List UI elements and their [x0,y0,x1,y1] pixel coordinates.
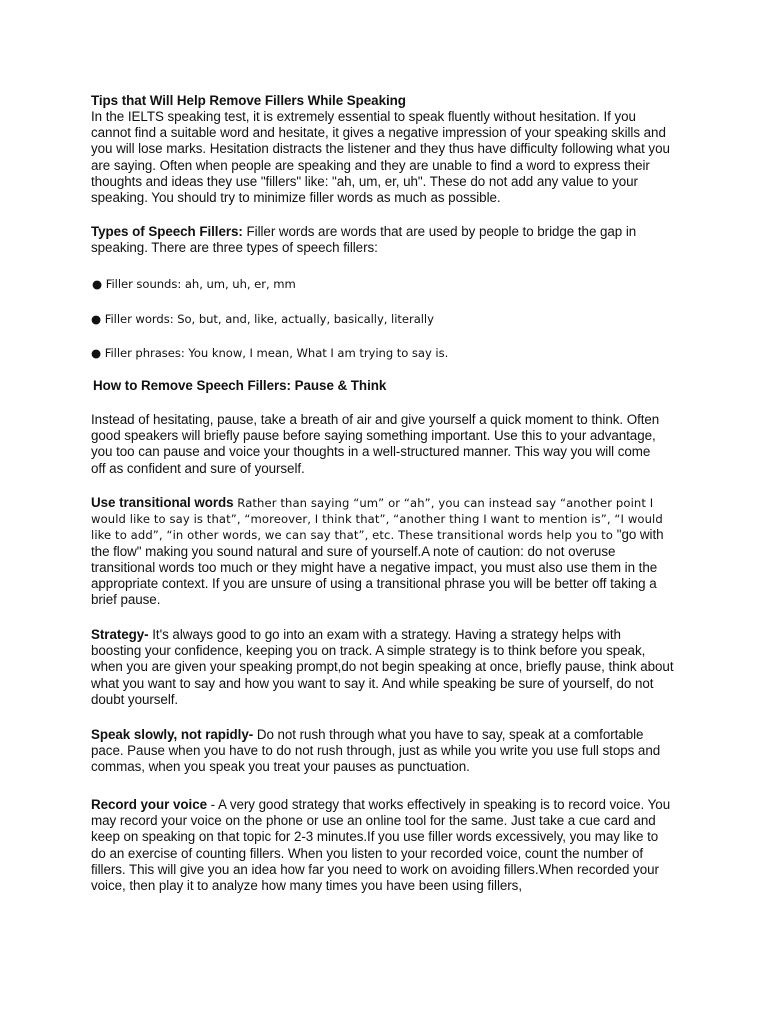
strategy-heading: Strategy- [91,627,149,642]
transitional-text: "go with the flow" making you sound natural and sure of yourself.A note of caution: do not overuse transitional words too much or they might have a negative impact, you must also use them in the appropriate context. If you are unsure of using a transitional phrase you will be better off taking a brief pause. [91,527,664,608]
record-paragraph [91,797,673,894]
transitional-examples: Rather than saying “um” or “ah”, you can instead say “another point I would like to say is that”, “moreover, I think that”, “another thing I want to mention is”, “I would like to add”, “in other words, we can say that”, etc. These transitional words help you to [91,496,663,543]
types-paragraph [91,224,671,256]
bullet-filler-phrases: ● Filler phrases: You know, I mean, What I am trying to say is. [91,346,449,360]
strategy-text: It's always good to go into an exam with a strategy. Having a strategy helps with boosting your confidence, keeping you on track. A simple strategy is to think before you speak, when you are given your speaking prompt,do not begin speaking at once, briefly pause, think about what you want to say and how you want to say it. And while speaking be sure of yourself, do not doubt yourself. [91,627,674,707]
bullet-filler-sounds: ● Filler sounds: ah, um, uh, er, mm [92,277,296,291]
document-title: Tips that Will Help Remove Fillers While Speaking [91,93,406,108]
types-heading: Types of Speech Fillers: [91,224,243,239]
bullet-filler-words: ● Filler words: So, but, and, like, actually, basically, literally [91,312,434,326]
howto-heading: How to Remove Speech Fillers: Pause & Think [93,378,387,393]
record-text: - A very good strategy that works effectively in speaking is to record voice. You may record your voice on the phone or use an online tool for the same. Just take a cue card and keep on speaking on that topic for 2-3 minutes.If you use filler words excessively, you may like to do an exercise of counting fillers. When you listen to your recorded voice, count the number of fillers. This will give you an idea how far you need to work on avoiding fillers.When recorded your voice, then play it to analyze how many times you have been using fillers, [91,797,671,894]
record-heading: Record your voice [91,797,207,812]
slowly-heading: Speak slowly, not rapidly- [91,727,254,742]
transitional-heading: Use transitional words [91,495,234,510]
intro-paragraph: In the IELTS speaking test, it is extremely essential to speak fluently without hesitation. If you cannot find a suitable word and hesitate, it gives a negative impression of your speaking skills and you will lose marks. Hesitation distracts the listener and they thus have difficulty following what you are saying. Often when people are speaking and they are unable to find a word to express their thoughts and ideas they use "fillers" like: "ah, um, er, uh". These do not add any value to your speaking. You should try to minimize filler words as much as possible. [91,109,670,206]
transitional-paragraph [91,495,666,608]
pause-paragraph: Instead of hesitating, pause, take a breath of air and give yourself a quick moment to think. Often good speakers will briefly pause before saying something important. Use this to your advantage, you too can pause and voice your thoughts in a well-structured manner. This way you will come off as confident and sure of yourself. [91,412,660,476]
strategy-paragraph [91,627,674,708]
slowly-text: Do not rush through what you have to say, speak at a comfortable pace. Pause when you have to do not rush through, just as while you write you use full stops and commas, when you speak you treat your pauses as punctuation. [91,727,661,775]
types-text: Filler words are words that are used by people to bridge the gap in speaking. There are three types of speech fillers: [91,224,637,256]
slowly-paragraph [91,727,671,776]
